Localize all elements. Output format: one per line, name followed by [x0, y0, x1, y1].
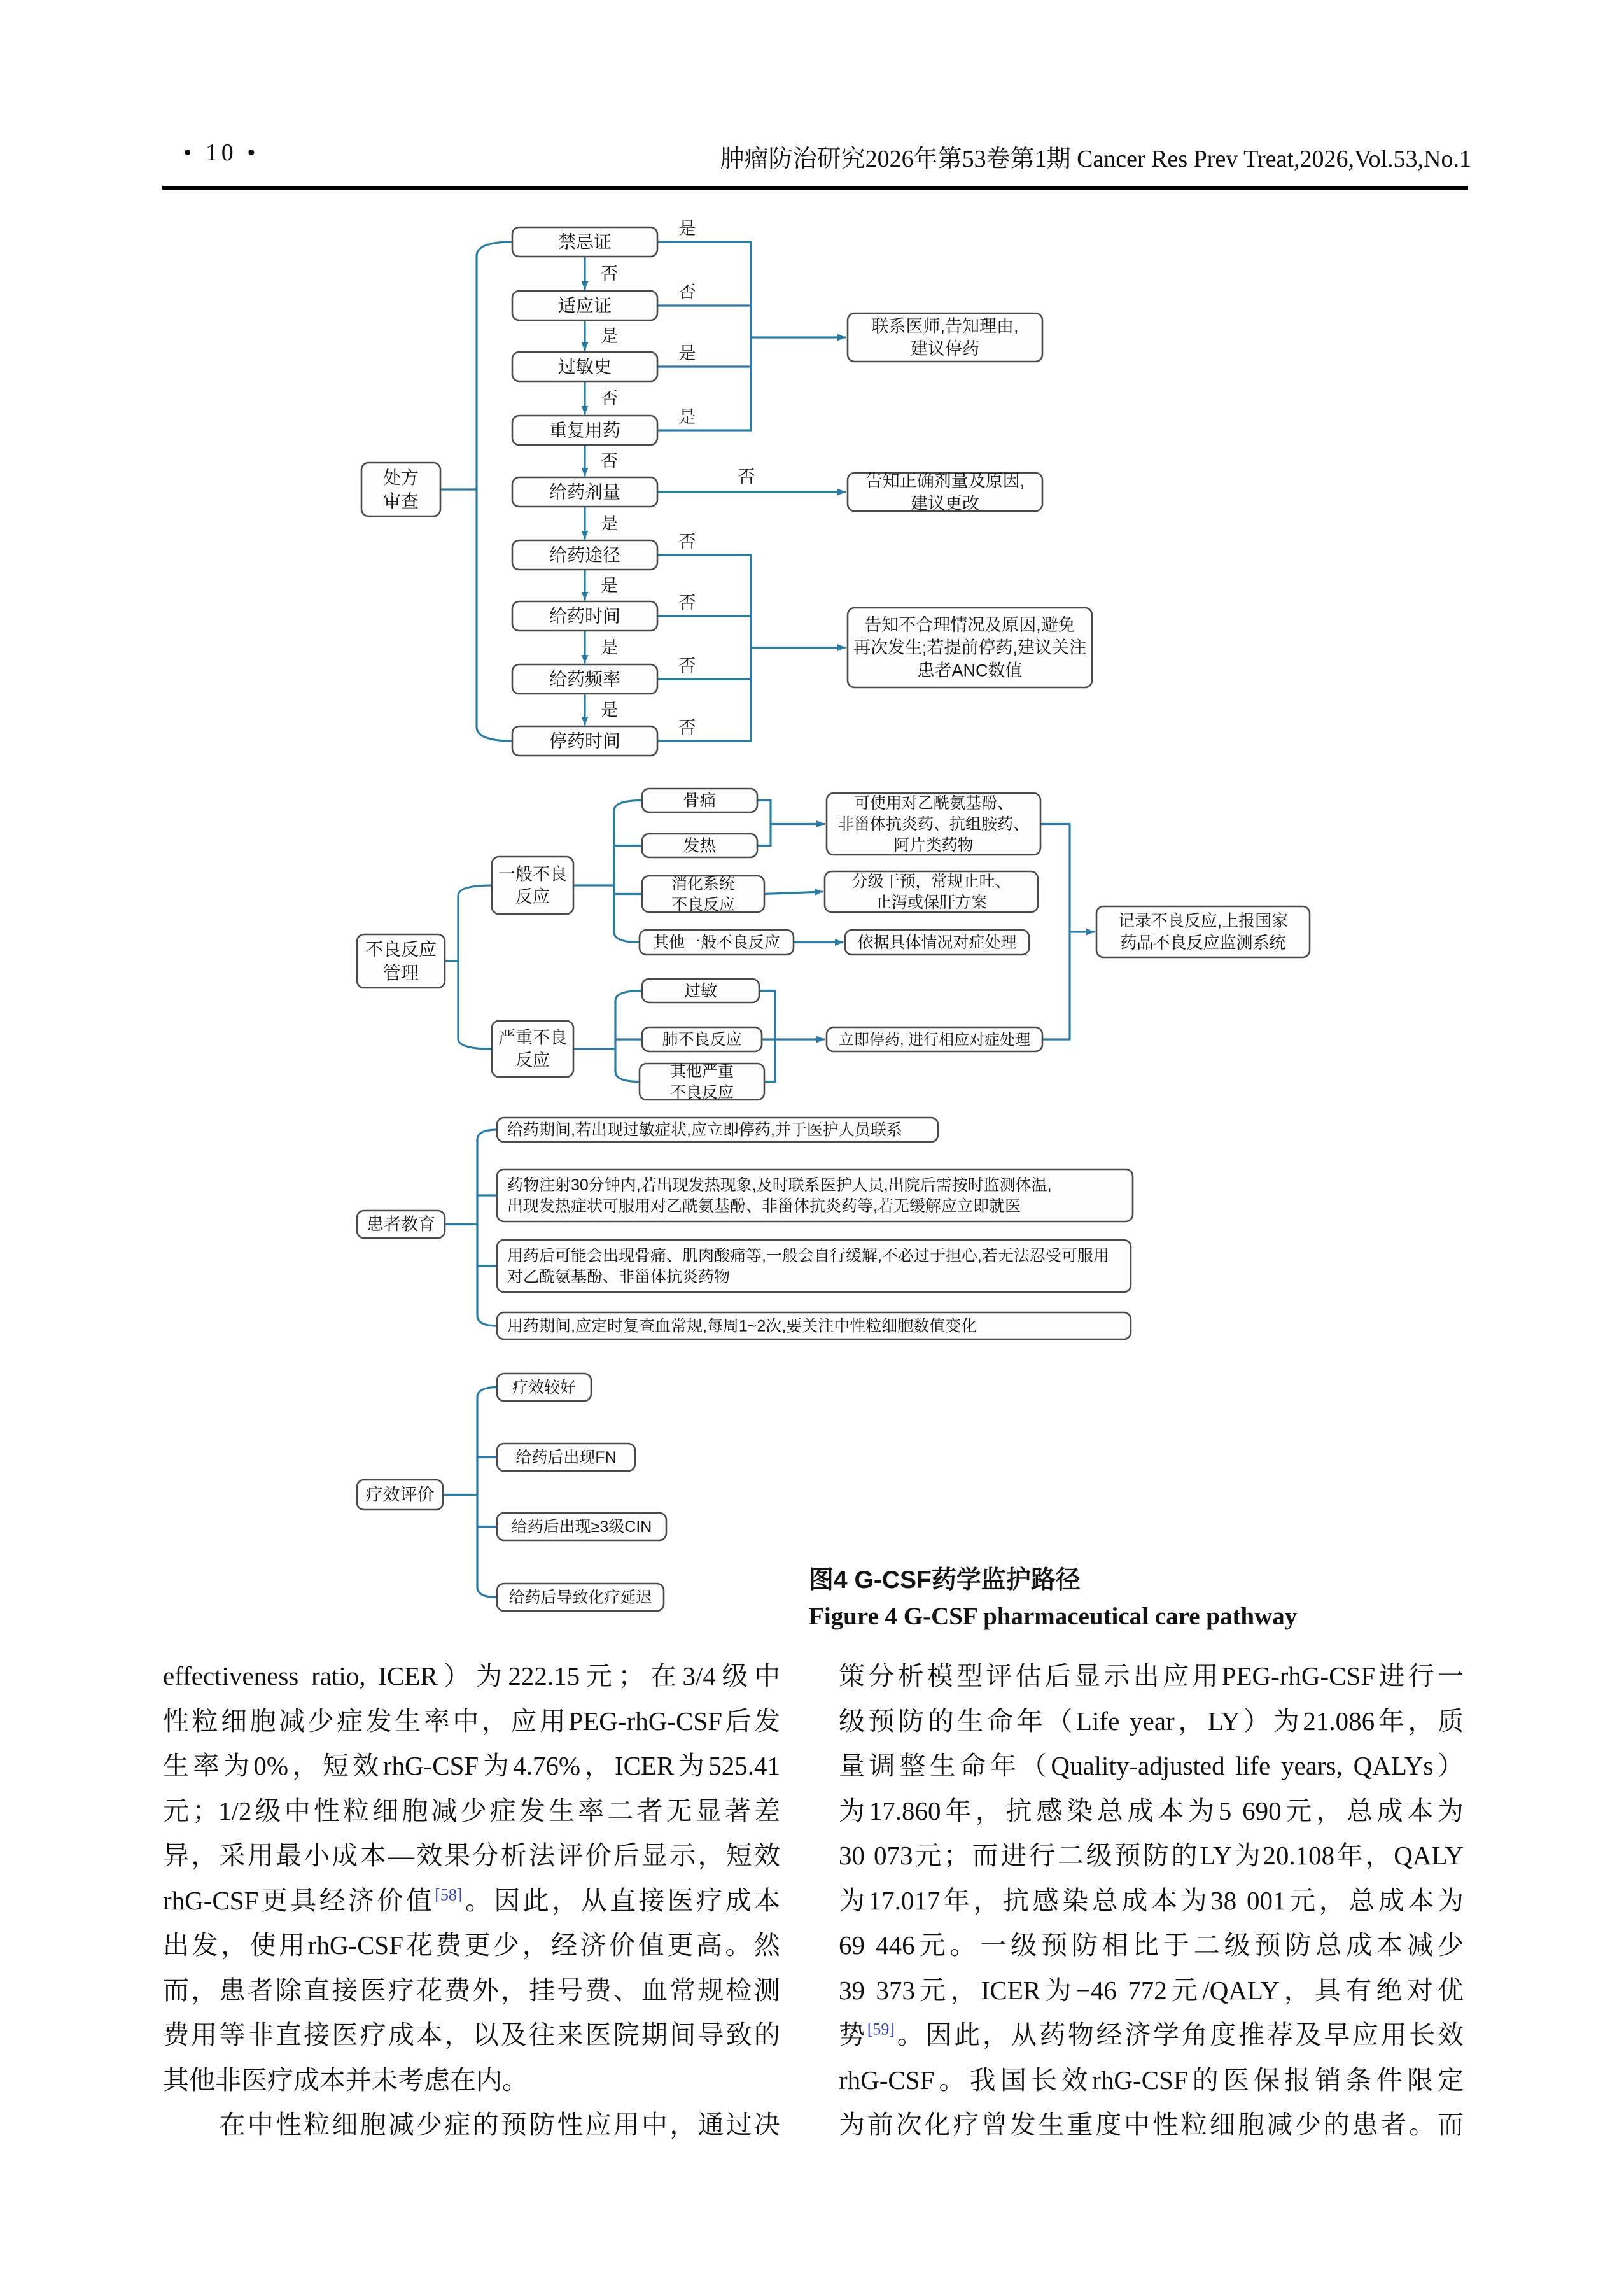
- flow-node-label: 用药后可能会出现骨痛、肌肉酸痛等,一般会自行缓解,不必过于担心,若无法忍受可服用: [507, 1247, 1109, 1265]
- flow-node-p3: [497, 1240, 1131, 1292]
- flow-node-label: 可使用对乙酰氨基酚、: [853, 794, 1014, 813]
- flow-edge: [458, 1039, 492, 1049]
- text-line: rhG-CSF更具经济价值[58]。因此，从直接医疗成本: [163, 1885, 781, 1915]
- text-line: 39 373元，ICER为−46 772元/QALY，具有绝对优: [839, 1975, 1464, 2005]
- flow-node-label: 给药后出现FN: [515, 1449, 617, 1467]
- flow-edge: [477, 1388, 497, 1398]
- flow-node-g2: [492, 1021, 573, 1077]
- flow-node-o2: [848, 471, 1042, 513]
- flow-node-label: 药品不良反应监测系统: [1120, 933, 1286, 953]
- flow-node-ao1: [827, 793, 1040, 855]
- flow-node-s3: [640, 1063, 764, 1102]
- edge-label: 是: [601, 327, 618, 346]
- text-line: 为17.860年，抗感染总成本为5 690元，总成本为: [839, 1796, 1464, 1825]
- flow-node-s2: [642, 1027, 762, 1051]
- flow-edge: [614, 932, 640, 943]
- edge-label: 是: [678, 220, 696, 238]
- flow-edge: [477, 242, 512, 741]
- flow-node-label: 用药期间,应定时复查血常规,每周1~2次,要关注中性粒细胞数值变化: [507, 1317, 977, 1335]
- flow-node-root2: [357, 934, 445, 988]
- flow-nodes: [357, 227, 1310, 1611]
- flow-node-label: 严重不良: [498, 1028, 567, 1048]
- flow-node-label: 联系医师,告知理由,: [871, 316, 1019, 336]
- edge-label: 是: [601, 514, 618, 533]
- flow-node-e1: [497, 1374, 591, 1401]
- flow-node-label: 给药频率: [549, 669, 621, 689]
- flow-edge: [477, 1316, 497, 1326]
- text-line: 异，采用最小成本—效果分析法评价后显示，短效: [163, 1841, 780, 1870]
- edge-label: 是: [678, 344, 696, 363]
- flow-node-c6: [512, 540, 657, 570]
- edge-label: 否: [678, 718, 696, 737]
- flow-node-label: 处方: [382, 467, 419, 488]
- flow-node-label: 非甾体抗炎药、抗组胺药、: [837, 815, 1030, 834]
- text-line: 费用等非直接医疗成本，以及往来医院期间导致的: [163, 2020, 780, 2049]
- flow-node-label: 告知正确剂量及原因,: [865, 471, 1025, 491]
- flow-node-s1: [642, 979, 759, 1002]
- flow-node-c2: [512, 291, 657, 320]
- flow-node-o1: [848, 313, 1042, 362]
- flow-node-label: 建议更改: [911, 493, 979, 513]
- flow-node-e2: [497, 1444, 635, 1471]
- flow-node-label: 疗效评价: [365, 1485, 435, 1505]
- flow-node-label: 审查: [382, 491, 419, 511]
- edge-label: 否: [678, 283, 696, 302]
- flow-node-ao3: [845, 930, 1029, 955]
- text-line: effectiveness ratio, ICER）为222.15元；在3/4级中: [163, 1661, 780, 1691]
- edge-label: 是: [601, 576, 618, 595]
- flow-node-label: 消化系统: [671, 875, 736, 893]
- flow-node-label: 过敏: [683, 981, 718, 1001]
- flow-node-o3: [848, 608, 1092, 687]
- edge-label: 是: [601, 700, 618, 720]
- flow-node-label: 适应证: [557, 295, 612, 316]
- reference-superscript: [59]: [867, 2020, 895, 2039]
- flow-node-label: 给药时间: [549, 606, 621, 626]
- text-line: 策分析模型评估后显示出应用PEG-rhG-CSF进行一: [839, 1661, 1464, 1691]
- text-line: 性粒细胞减少症发生率中，应用PEG-rhG-CSF后发: [163, 1706, 780, 1736]
- flow-node-label: 记录不良反应,上报国家: [1117, 911, 1289, 931]
- edge-label: 否: [678, 593, 696, 612]
- text-line: 生率为0%，短效rhG-CSF为4.76%，ICER为525.41: [163, 1751, 780, 1780]
- flow-node-label: 止泻或保肝方案: [875, 894, 988, 912]
- flow-node-label: 再次发生;若提前停药,建议关注: [853, 638, 1087, 657]
- flow-node-a2: [642, 834, 757, 857]
- flow-node-label: 阿片类药物: [893, 836, 974, 855]
- edge-label: 否: [738, 467, 755, 486]
- flow-node-label: 不良反应: [671, 896, 736, 914]
- flow-node-p1: [497, 1118, 938, 1142]
- flow-node-label: 过敏史: [557, 356, 612, 377]
- flow-node-e4: [497, 1584, 664, 1611]
- flow-node-c8: [512, 664, 657, 694]
- text-line: 而，患者除直接医疗花费外，挂号费、血常规检测: [163, 1975, 780, 2005]
- flow-node-label: 重复用药: [549, 420, 621, 440]
- flow-node-c3: [512, 352, 657, 381]
- edge-label: 是: [678, 407, 696, 426]
- journal-header: 肿瘤防治研究2026年第53卷第1期 Cancer Res Prev Treat,2026,Vol.53,No.1: [720, 146, 1471, 172]
- flow-node-c7: [512, 601, 657, 631]
- text-line: 级预防的生命年（Life year，LY）为21.086年，质: [839, 1706, 1464, 1736]
- flow-node-a1: [642, 789, 757, 812]
- figure-flowchart: [344, 220, 1317, 1639]
- text-line: 元；1/2级中性粒细胞减少症发生率二者无显著差: [163, 1796, 780, 1825]
- text-line: 69 446元。一级预防相比于二级预防总成本减少: [839, 1930, 1464, 1960]
- text-line: 势[59]。因此，从药物经济学角度推荐及早应用长效: [839, 2020, 1464, 2049]
- text-line: rhG-CSF。我国长效rhG-CSF的医保报销条件限定: [839, 2065, 1464, 2095]
- flow-node-c5: [512, 477, 657, 507]
- edge-label: 否: [678, 532, 696, 551]
- page-number: • 10 •: [183, 139, 260, 166]
- flow-node-label: 给药途径: [549, 545, 621, 565]
- flow-node-root4: [357, 1480, 443, 1510]
- flow-edge: [614, 801, 642, 811]
- flow-node-ao2: [825, 871, 1038, 912]
- body-left-column: [163, 1654, 780, 2148]
- flow-node-label: 疗效较好: [512, 1379, 577, 1397]
- body-right-column: [839, 1654, 1464, 2148]
- flow-node-label: 发热: [683, 836, 717, 855]
- flow-node-label: 不良反应: [365, 939, 437, 959]
- flow-node-label: 药物注射30分钟内,若出现发热现象,及时联系医护人员,出院后需按时监测体温,: [507, 1176, 1052, 1195]
- flow-node-label: 给药剂量: [549, 482, 621, 502]
- flow-node-label: 其他一般不良反应: [652, 934, 781, 952]
- flow-node-root1: [361, 463, 440, 516]
- flow-node-a4: [640, 930, 794, 955]
- flow-node-label: 告知不合理情况及原因,避免: [864, 615, 1075, 635]
- header-rule: [162, 186, 1468, 190]
- text-line: 其他非医疗成本并未考虑在内。: [163, 2065, 528, 2095]
- flow-node-p2: [497, 1169, 1133, 1221]
- flow-node-label: 给药后出现≥3级CIN: [511, 1518, 652, 1536]
- flow-node-root3: [357, 1211, 445, 1238]
- flow-node-label: 依据具体情况对症处理: [857, 934, 1017, 952]
- text-line: 在中性粒细胞减少症的预防性应用中，通过决: [163, 2110, 780, 2139]
- figure-caption-en: Figure 4 G-CSF pharmaceutical care pathway: [809, 1603, 1298, 1630]
- flow-node-label: 停药时间: [549, 731, 621, 751]
- flow-edge: [615, 991, 642, 1001]
- flow-node-e3: [497, 1513, 666, 1540]
- flow-node-c9: [512, 726, 657, 756]
- figure-caption-cn: 图4 G-CSF药学监护路径: [809, 1566, 1081, 1594]
- flow-node-label: 建议停药: [911, 339, 979, 358]
- flow-node-label: 管理: [382, 962, 419, 983]
- flow-node-label: 给药期间,若出现过敏症状,应立即停药,并于医护人员联系: [507, 1121, 902, 1139]
- flow-node-label: 立即停药, 进行相应对症处理: [838, 1031, 1031, 1049]
- flow-node-label: 患者ANC数值: [917, 661, 1023, 680]
- flow-node-label: 患者教育: [367, 1214, 435, 1234]
- flow-node-label: 禁忌证: [557, 232, 612, 252]
- flow-node-record: [1096, 906, 1310, 957]
- text-line: 量调整生命年（Quality-adjusted life years, QALYs）: [839, 1751, 1464, 1780]
- edge-label: 否: [601, 389, 618, 408]
- flow-node-label: 一般不良: [498, 864, 567, 884]
- flow-node-p4: [497, 1312, 1131, 1339]
- flow-edge: [477, 1587, 497, 1598]
- edge-label: 否: [678, 656, 696, 675]
- flow-node-label: 分级干预，常规止吐、: [851, 873, 1011, 891]
- flow-node-label: 反应: [515, 1050, 550, 1070]
- flow-edge: [458, 885, 492, 896]
- flow-node-label: 给药后导致化疗延迟: [508, 1589, 652, 1607]
- flow-node-g1: [492, 857, 573, 914]
- edge-label: 否: [601, 264, 618, 283]
- flow-node-label: 出现发热症状可服用对乙酰氨基酚、非甾体抗炎药等,若无缓解应立即就医: [507, 1197, 1021, 1216]
- flow-edge: [764, 892, 822, 894]
- flow-node-label: 肺不良反应: [662, 1030, 742, 1049]
- edge-label: 否: [601, 451, 618, 471]
- flow-node-c1: [512, 227, 657, 257]
- flow-node-label: 骨痛: [683, 791, 717, 810]
- flow-node-label: 对乙酰氨基酚、非甾体抗炎药物: [507, 1268, 731, 1286]
- text-line: 为17.017年，抗感染总成本为38 001元，总成本为: [839, 1885, 1464, 1915]
- flow-node-c4: [512, 416, 657, 445]
- flow-node-label: 反应: [515, 887, 550, 906]
- flow-edge: [477, 1130, 497, 1140]
- text-line: 30 073元；而进行二级预防的LY为20.108年，QALY: [839, 1841, 1464, 1870]
- edge-label: 是: [601, 638, 618, 657]
- flow-node-so1: [827, 1027, 1042, 1051]
- flow-node-label: 其他严重: [669, 1062, 734, 1081]
- reference-superscript: [58]: [435, 1885, 463, 1904]
- flow-node-a3: [642, 875, 764, 914]
- flow-node-label: 不良反应: [669, 1083, 734, 1102]
- flow-edge: [615, 1072, 640, 1082]
- text-line: 出发，使用rhG-CSF花费更少，经济价值更高。然: [163, 1930, 780, 1960]
- text-line: 为前次化疗曾发生重度中性粒细胞减少的患者。而: [839, 2110, 1464, 2139]
